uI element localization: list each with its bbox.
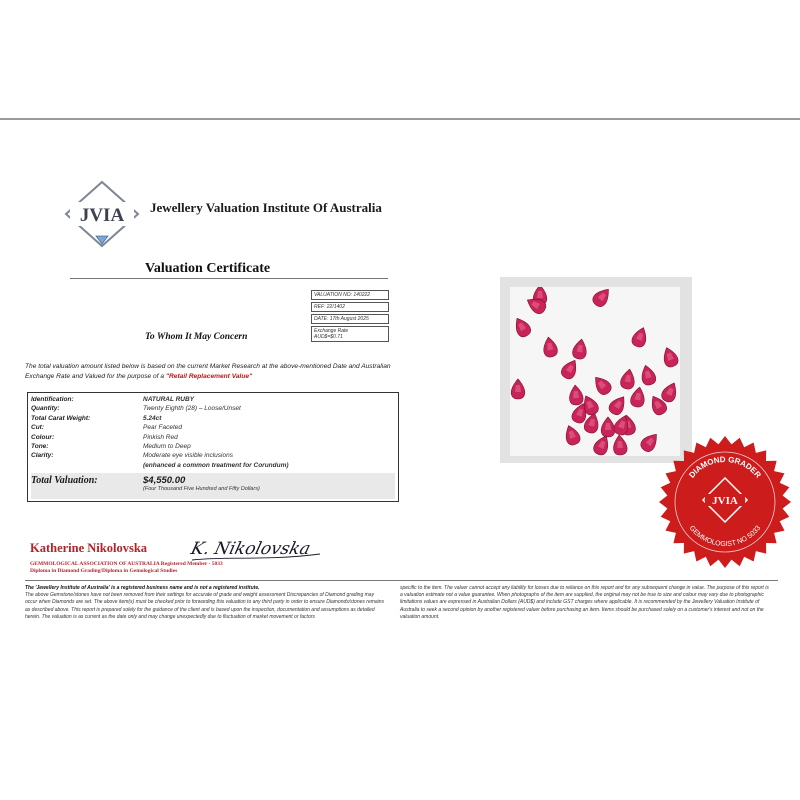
seal-bottom-text: GEMMOLOGIST NO 5033 [687, 524, 763, 549]
valuation-number: VALUATION NO: 140222 [311, 290, 389, 300]
ruby-stone [511, 379, 525, 399]
detail-label: Colour: [31, 433, 55, 441]
ruby-stone [590, 373, 613, 397]
ruby-stone [630, 386, 647, 408]
salutation: To Whom It May Concern [145, 332, 248, 342]
jvia-logo [62, 180, 142, 250]
diamond-grader-seal [655, 432, 795, 572]
ruby-stone [607, 393, 630, 417]
detail-row [31, 442, 395, 451]
ruby-stone [572, 338, 589, 360]
detail-value: Moderate eye visible inclusions [143, 452, 233, 460]
valuation-details-table [27, 392, 399, 502]
signer-credential-diploma: Diploma in Diamond Grading/Diploma in Gemological Studies [30, 568, 178, 574]
reference-number: REF: 22/1402 [311, 302, 389, 312]
ruby-stone [660, 345, 680, 368]
ruby-stone [660, 380, 680, 404]
disclaimer-left [25, 585, 385, 621]
intro-text: The total valuation amount listed below is based on the current Market Research at the above-mentioned Date and Australian Exchange Rate and Valued for the purpose of a [25, 363, 391, 380]
organization-name: Jewellery Valuation Institute Of Australia [150, 200, 382, 215]
detail-row [31, 404, 395, 413]
detail-row [31, 451, 395, 460]
seal-top-text: DIAMOND GRADER [687, 454, 763, 480]
total-valuation-label: Total Valuation: [31, 475, 98, 487]
gemstone-photo [510, 287, 680, 456]
detail-value: Pear Faceted [143, 424, 183, 432]
detail-label: Cut: [31, 424, 44, 432]
disclaimer-bold: The 'Jewellery Institute of Australia' is a registered business name and is not a registered institute. [25, 585, 260, 591]
detail-value: NATURAL RUBY [143, 396, 195, 403]
detail-label: Quantity: [31, 405, 60, 413]
total-valuation-words: (Four Thousand Five Hundred and Fifty Dollars) [143, 486, 260, 493]
disclaimer-right: specific to the item. The valuer cannot accept any liability for losses due to reliance on this report and for any subsequent change in value. The purpose of this report is a valuation estimate not a value guarantee. When photographs of the item are supplied, the original may not be true to size and colour may vary due to photographic limitations values are expressed in Australian Dollars (AUD$) and include GST charges where applicable. It is recommended by the Jewellery Valuation Institute of Australia to seek a second opinion by another registered valuer before purchasing an item. Items should be purchased solely on a customer's interest and not on the valuation amount. [400, 585, 769, 620]
detail-row [31, 423, 395, 432]
page-top-edge [0, 118, 800, 120]
ruby-stone [562, 423, 582, 446]
detail-value: Twenty Eighth (28) – Loose/Unset [143, 405, 241, 413]
title-divider [70, 278, 388, 279]
detail-value: Pinkish Red [143, 433, 178, 441]
valuation-purpose: "Retail Replacement Value" [165, 373, 253, 380]
ruby-stone [639, 364, 657, 387]
signer-name: Katherine Nikolovska [30, 541, 148, 555]
detail-row [31, 395, 395, 404]
ruby-stone [612, 434, 627, 455]
ruby-stone [620, 368, 637, 390]
detail-row [31, 461, 395, 470]
detail-value: 5.24ct [143, 414, 162, 422]
logo-text: JVIA [79, 205, 125, 226]
certificate-title: Valuation Certificate [145, 261, 271, 276]
valuation-meta-box [311, 290, 389, 344]
signer-credential-membership: GEMMOLOGICAL ASSOCIATION OF AUSTRALIA Registered Member - 5033 [30, 561, 223, 567]
detail-label: Total Carat Weight: [31, 414, 91, 422]
detail-row [31, 414, 395, 423]
detail-value: (enhanced a common treatment for Corundum) [143, 461, 289, 469]
footer-divider [25, 580, 778, 581]
ruby-stone [601, 417, 615, 437]
ruby-stone [630, 325, 650, 348]
exchange-rate [311, 326, 389, 342]
exchange-rate-value: AUD$=$0.71 [314, 334, 343, 340]
signature-text: K. Nikolovska [188, 539, 313, 559]
ruby-stone [559, 357, 581, 381]
ruby-stone [542, 336, 559, 358]
detail-label: Clarity: [31, 452, 54, 460]
detail-label [31, 461, 143, 470]
ruby-stone [511, 315, 533, 339]
detail-row [31, 433, 395, 442]
intro-paragraph [25, 362, 393, 382]
detail-label: Identification: [31, 396, 74, 403]
seal-center-text: JVIA [712, 495, 738, 507]
ruby-stone [590, 287, 613, 309]
detail-label: Tone: [31, 443, 49, 451]
disclaimer-left-text: The above Gemstone/stones have not been removed from their settings for accurate of grade and weight assessment Discrepancies of Diamond grading may occur when Diamonds are set. The above item(s) must be checked prior to forwarding this valuation to any third party in order to ensure Diamonds/stones remains as described above. This report is prepared solely for the guidance of the client and is based upon the inspection, documentation and assumptions as detailed herein. The valuation is as current as the date only and may change unexpectedly due to fluctuation of market movement or factors [25, 592, 385, 620]
detail-value: Medium to Deep [143, 443, 191, 451]
total-valuation-row [31, 473, 395, 499]
exchange-rate-label: Exchange Rate [314, 328, 349, 334]
valuation-date: DATE: 17th August 2025 [311, 314, 389, 324]
ruby-stone [568, 384, 583, 405]
total-valuation-amount: $4,550.00 [143, 475, 186, 487]
